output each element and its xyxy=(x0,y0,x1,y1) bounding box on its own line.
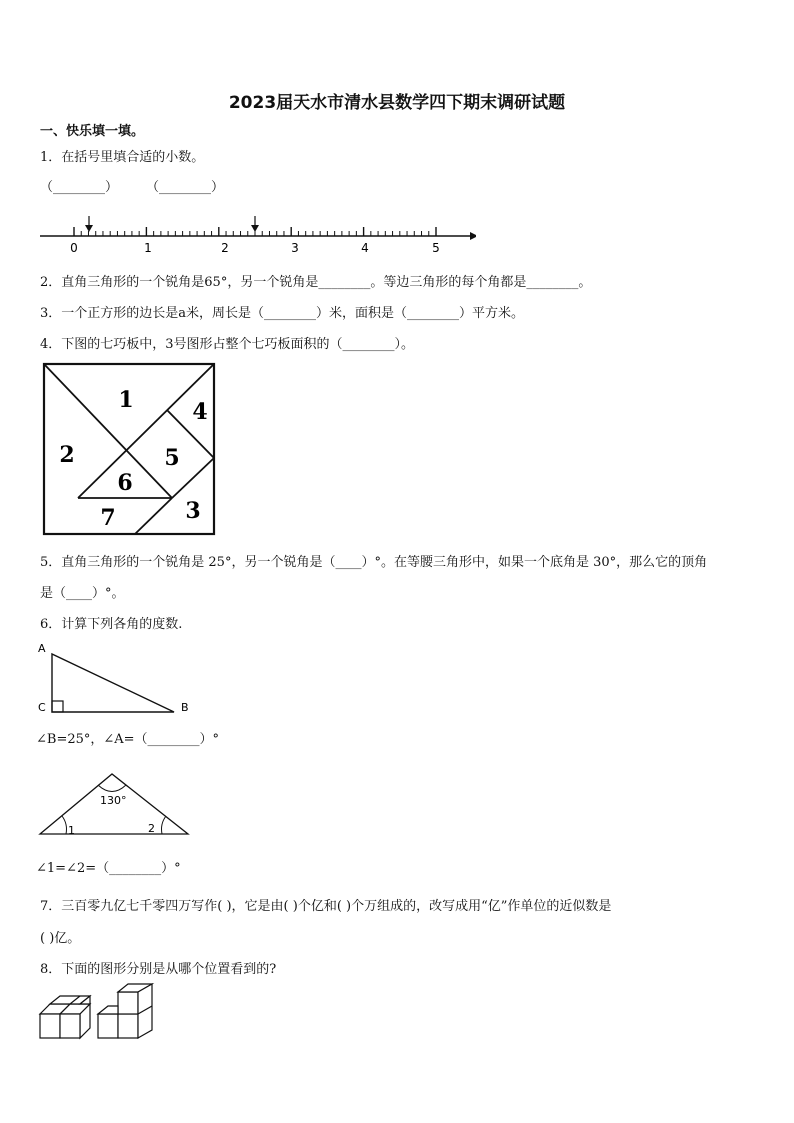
tangram-label-7: 7 xyxy=(100,505,116,531)
question-4-text: 4．下图的七巧板中，3号图形占整个七巧板面积的（________）。 xyxy=(40,337,415,352)
question-7-line-2: ( )亿。 xyxy=(40,931,81,946)
tick-label-4: 4 xyxy=(361,241,369,255)
page-title: 2023届天水市清水县数学四下期末调研试题 xyxy=(228,93,566,113)
apex-angle-label: 130° xyxy=(100,794,127,807)
tangram-label-5: 5 xyxy=(164,445,180,471)
angle-2-label: 2 xyxy=(148,822,155,835)
question-1-text: 1．在括号里填合适的小数。 xyxy=(40,150,205,165)
tangram-label-4: 4 xyxy=(192,399,208,425)
obtuse-triangle-figure xyxy=(36,768,196,840)
cube-group-right xyxy=(98,984,152,1038)
number-line xyxy=(36,212,476,256)
q6-answer-1: ∠B=25°，∠A=（________）° xyxy=(36,732,220,747)
tangram-label-2: 2 xyxy=(59,442,75,468)
vertex-label-b: B xyxy=(181,701,189,714)
vertex-label-a: A xyxy=(38,642,46,655)
question-5-line-1: 5．直角三角形的一个锐角是 25°，另一个锐角是（____）°。在等腰三角形中，如果一个底角是 30°，那么它的顶角 xyxy=(40,555,708,570)
right-angle-arc xyxy=(162,816,167,834)
question-8-text: 8．下面的图形分别是从哪个位置看到的? xyxy=(40,962,277,977)
question-7-line-1: 7．三百零九亿七千零四万写作( )，它是由( )个亿和( )个万组成的，改写成用“亿”作单位的近似数是 xyxy=(40,899,612,914)
question-2-text: 2．直角三角形的一个锐角是65°，另一个锐角是________。等边三角形的每个角都是________。 xyxy=(40,275,592,290)
apex-angle-arc xyxy=(98,785,126,792)
right-triangle-figure xyxy=(34,640,204,720)
q6-answer-2: ∠1=∠2=（________）° xyxy=(36,861,181,876)
left-angle-arc xyxy=(62,816,67,834)
tick-label-3: 3 xyxy=(291,241,299,255)
right-angle-mark xyxy=(52,701,63,712)
tangram-figure xyxy=(42,362,217,538)
number-line-arrowhead xyxy=(470,232,476,240)
question-6-text: 6．计算下列各角的度数. xyxy=(40,617,183,632)
angle-1-label: 1 xyxy=(68,824,75,837)
cube-pair-left xyxy=(40,996,90,1038)
tangram-label-1: 1 xyxy=(118,387,134,413)
tick-label-5: 5 xyxy=(432,241,440,255)
tick-label-1: 1 xyxy=(144,241,152,255)
marker-arrow-2 xyxy=(251,216,259,232)
cube-views-figure xyxy=(36,982,166,1044)
tangram-label-3: 3 xyxy=(185,498,201,524)
question-5-line-2: 是（____）°。 xyxy=(40,586,125,601)
marker-arrow-1 xyxy=(85,216,93,232)
tick-label-2: 2 xyxy=(221,241,229,255)
right-triangle xyxy=(52,654,174,712)
section-heading: 一、快乐填一填。 xyxy=(40,124,145,139)
q1-blank-1: （________） xyxy=(40,180,119,195)
tick-label-0: 0 xyxy=(70,241,78,255)
q1-blank-2: （________） xyxy=(146,180,225,195)
vertex-label-c: C xyxy=(38,701,46,714)
tangram-label-6: 6 xyxy=(117,470,133,496)
question-3-text: 3．一个正方形的边长是a米，周长是（________）米，面积是（________）平方米。 xyxy=(40,306,525,321)
